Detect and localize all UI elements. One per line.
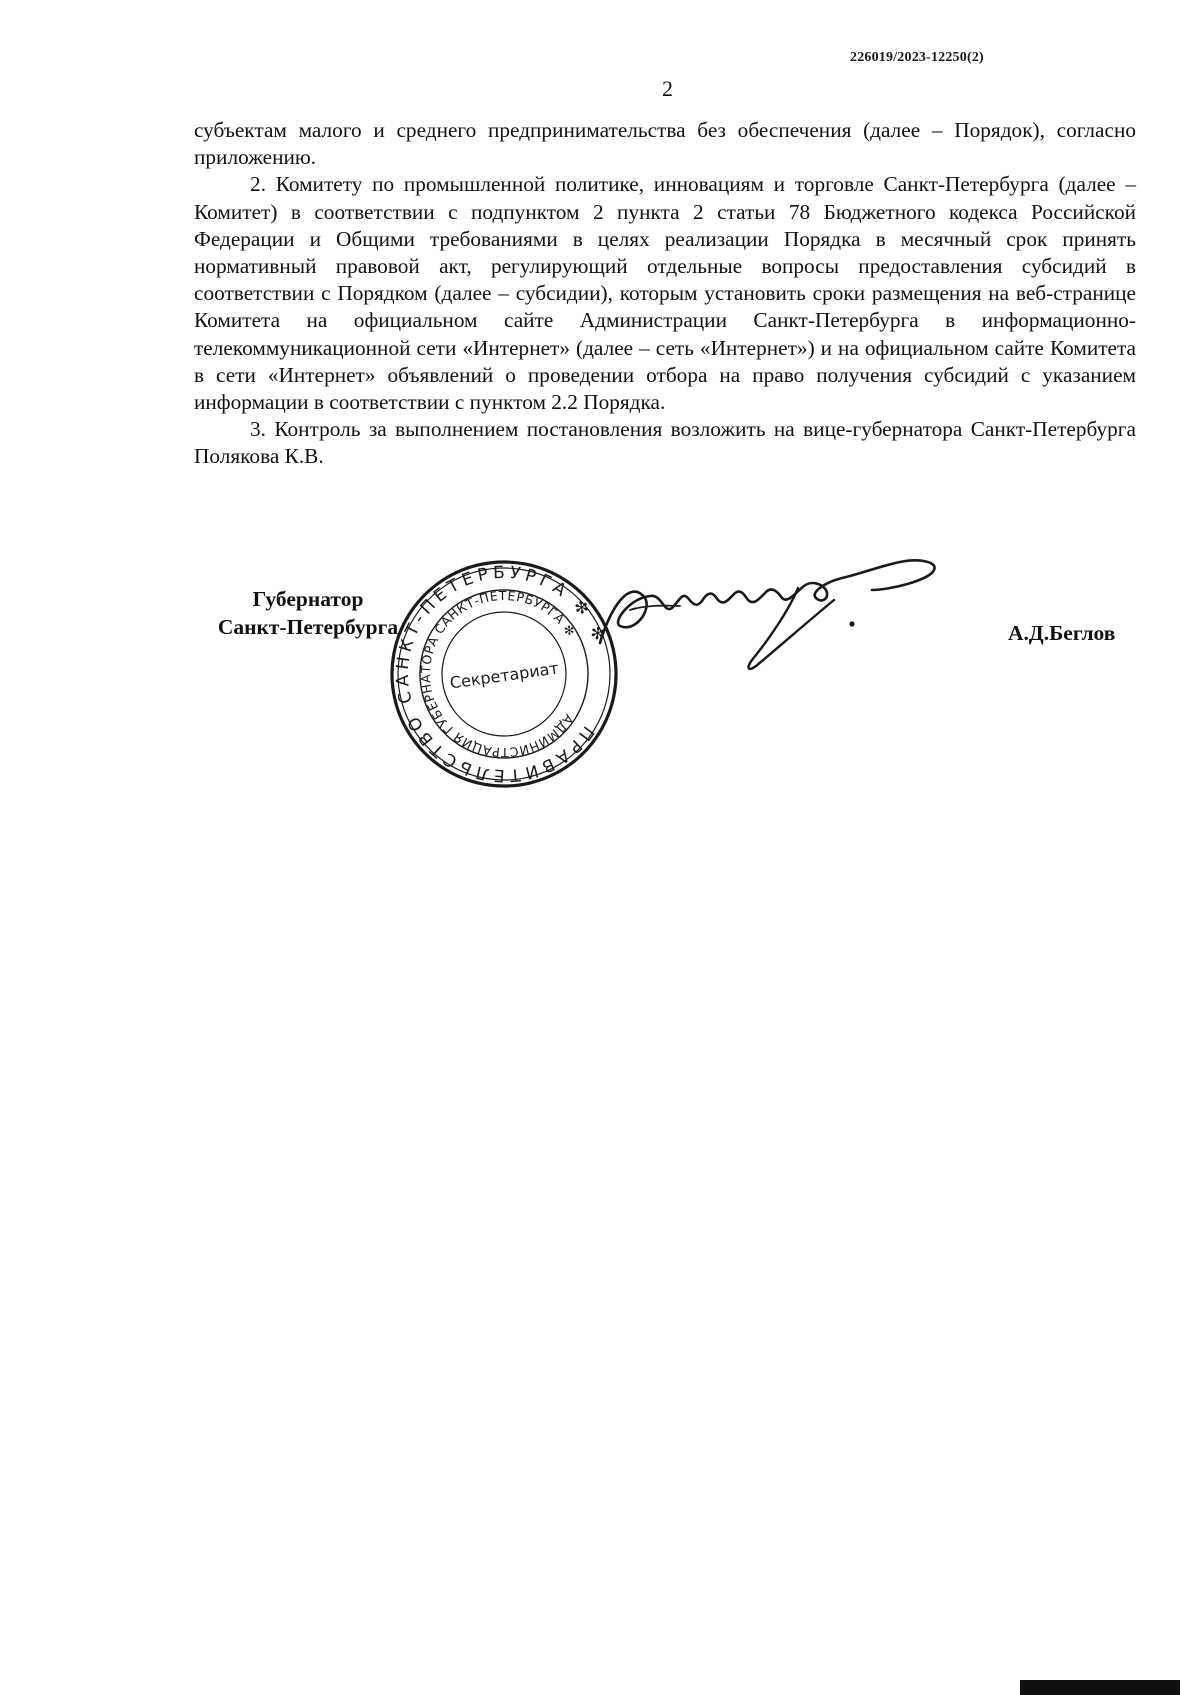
paragraph-2: 2. Комитету по промышленной политике, инновациям и торговле Санкт-Петербурга (далее – Комитет) в соответствии с подпунктом 2 пункта 2 статьи 78 Бюджетного кодекса Российской Федерации и Общими требованиями в целях реализации Порядка в месячный срок принять нормативный правовой акт, регулирующий отдельные вопросы предоставления субсидий в соответствии с Порядком (далее – субсидии), которым установить сроки размещения на веб-странице Комитета на официальном сайте Администрации Санкт-Петербурга в информационно-телекоммуникационной сети «Интернет» (далее – сеть «Интернет») и на официальном сайте Комитета в сети «Интернет» объявлений о проведении отбора на право получения субсидий с указанием информации в соответствии с пунктом 2.2 Порядка. [194, 172, 1136, 415]
paragraph-1: субъектам малого и среднего предпринимательства без обеспечения (далее – Порядок), согласно приложению. [194, 118, 1136, 170]
svg-text:ПРАВИТЕЛЬСТВО САНКТ-ПЕТЕРБУРГА: ПРАВИТЕЛЬСТВО САНКТ-ПЕТЕРБУРГА ✻ ✻ [392, 562, 611, 786]
svg-text:Секретариат: Секретариат [448, 658, 560, 693]
signer-position-line-2: Санкт-Петербурга [217, 615, 399, 639]
document-body [194, 117, 1136, 471]
signer-name: А.Д.Беглов [1008, 621, 1116, 645]
official-seal [386, 556, 622, 792]
document-registration-number: 226019/2023-12250(2) [850, 50, 984, 65]
page-number: 2 [662, 76, 673, 101]
scan-edge-mark [1020, 1680, 1180, 1695]
paragraph-3: 3. Контроль за выполнением постановления возложить на вице-губернатора Санкт-Петербурга Полякова К.В. [194, 417, 1136, 469]
handwritten-signature [590, 548, 950, 678]
signer-position-line-1: Губернатор [252, 587, 364, 611]
svg-text:АДМИНИСТРАЦИЯ ГУБЕРНАТОРА САНК: АДМИНИСТРАЦИЯ ГУБЕРНАТОРА САНКТ-ПЕТЕРБУРГА ✻ [417, 587, 579, 761]
